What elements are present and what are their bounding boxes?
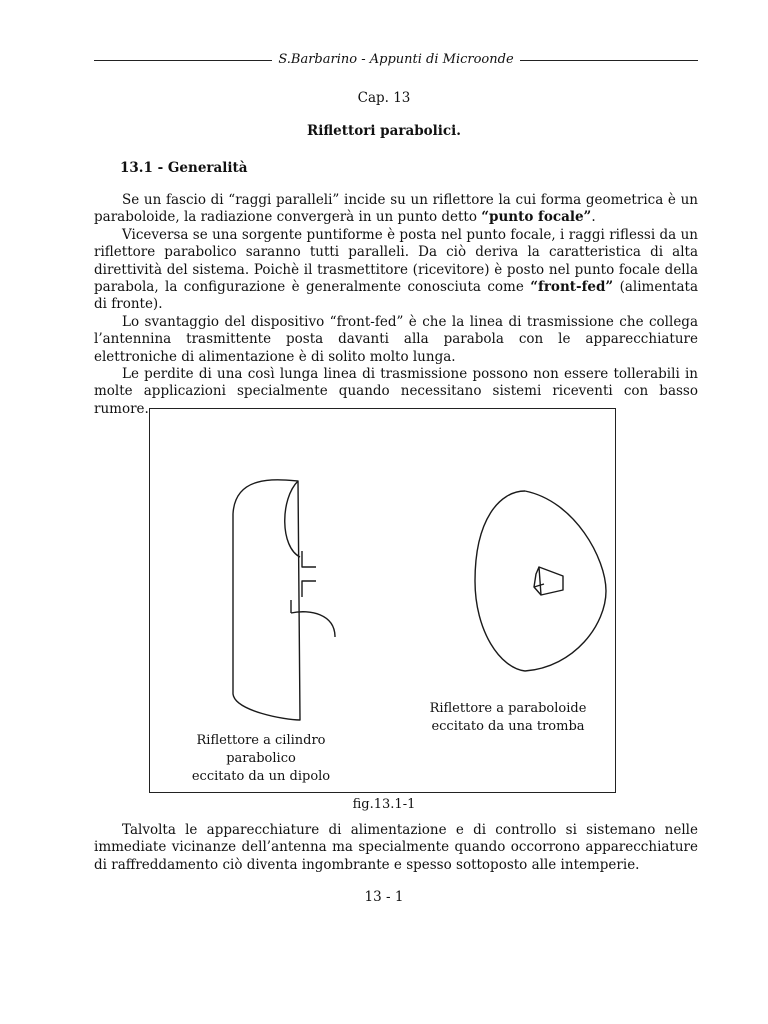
body-text-top [94, 192, 698, 418]
caption-paraboloid: Riflettore a paraboloide eccitato da una tromba [429, 701, 587, 734]
body-text-bottom [94, 822, 698, 874]
paragraph-2: Viceversa se una sorgente puntiforme è posta nel punto focale, i raggi riflessi da un riflettore parabolico saranno tutti paralleli. Da ciò deriva la caratteristica di alta direttività del sistema. Poichè il trasmettitore (ricevitore) è posto nel punto focale della parabola, la configurazione è generalmente conosciuta come “front-fed” (alimentata di fronte). [94, 226, 698, 313]
header-rule-left [94, 60, 272, 61]
dipole-feed [302, 551, 316, 597]
header-rule-right [520, 60, 698, 61]
chapter-title: Riflettori parabolici. [307, 123, 461, 139]
chapter-number: Cap. 13 [357, 90, 411, 106]
page-number: 13 - 1 [364, 889, 404, 905]
paragraph-4: Le perdite di una così lunga linea di trasmissione possono non essere tollerabili in molte applicazioni specialmente quando necessitano sistemi riceventi con basso rumore. [94, 366, 698, 417]
paragraph-3: Lo svantaggio del dispositivo “front-fed” è che la linea di trasmissione che collega l’antennina trasmittente posta davanti alla parabola con le apparecchiature elettroniche di alimentazione è di solito molto lunga. [94, 313, 698, 365]
parabolic-cylinder-reflector [233, 480, 335, 720]
figure-frame [149, 408, 616, 793]
header-text: S.Barbarino - Appunti di Microonde [278, 52, 514, 67]
running-header [94, 52, 698, 67]
figure-label: fig.13.1-1 [352, 797, 416, 812]
caption-cylinder: Riflettore a cilindro parabolico eccitato da un dipolo [191, 733, 331, 784]
paragraph-1: Se un fascio di “raggi paralleli” incide su un riflettore la cui forma geometrica è un paraboloide, la radiazione convergerà in un punto detto “punto focale”. [94, 192, 698, 226]
paragraph-5: Talvolta le apparecchiature di alimentazione e di controllo si sistemano nelle immediate vicinanze dell’antenna ma specialmente quando occorrono apparecchiature di raffreddamento ciò diventa ingombrante e spesso sottoposto alle intemperie. [94, 822, 698, 873]
section-title: 13.1 - Generalità [120, 160, 248, 176]
